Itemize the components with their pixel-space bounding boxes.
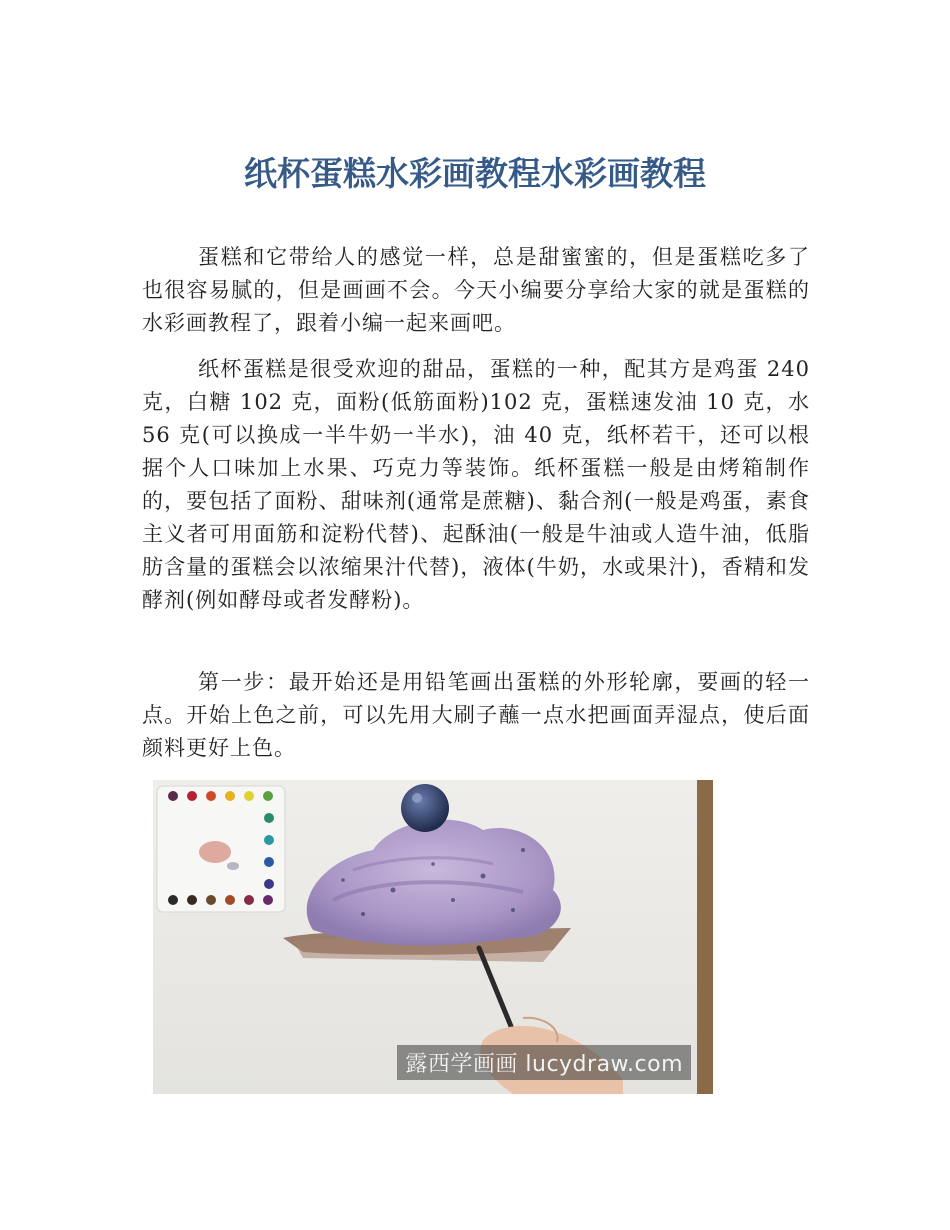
palette-color-dot	[168, 895, 178, 905]
color-palette	[157, 786, 285, 912]
palette-color-dot	[264, 813, 274, 823]
palette-color-dot	[206, 791, 216, 801]
palette-color-dot	[244, 791, 254, 801]
palette-color-dot	[168, 791, 178, 801]
paragraph-recipe: 纸杯蛋糕是很受欢迎的甜品，蛋糕的一种，配其方是鸡蛋 240 克，白糖 102 克，面粉(低筋面粉)102 克，蛋糕速发油 10 克，水 56 克(可以换成一半牛奶一半水)，油 40 克，纸杯若干，还可以根据个人口味加上水果、巧克力等装饰。纸杯蛋糕一般是由烤箱制作的，要包括了面粉、甜味剂(通常是蔗糖)、黏合剂(一般是鸡蛋，素食主义者可用面筋和淀粉代替)、起酥油(一般是牛油或人造牛油，低脂肪含量的蛋糕会以浓缩果汁代替)，液体(牛奶，水或果汁)，香精和发酵剂(例如酵母或者发酵粉)。	[142, 357, 810, 612]
palette-color-dot	[225, 895, 235, 905]
page-title: 纸杯蛋糕水彩画教程水彩画教程	[244, 154, 706, 193]
palette-color-dot	[264, 835, 274, 845]
palette-color-dot	[187, 895, 197, 905]
paragraph-intro: 蛋糕和它带给人的感觉一样，总是甜蜜蜜的，但是蛋糕吃多了也很容易腻的，但是画画不会。今天小编要分享给大家的就是蛋糕的水彩画教程了，跟着小编一起来画吧。	[142, 245, 810, 335]
palette-color-dot	[263, 791, 273, 801]
cupcake-painting-image	[153, 780, 713, 1094]
palette-color-dot	[225, 791, 235, 801]
palette-color-dot	[206, 895, 216, 905]
palette-color-dot	[187, 791, 197, 801]
palette-color-dot	[244, 895, 254, 905]
paragraph-step-one: 第一步：最开始还是用铅笔画出蛋糕的外形轮廓，要画的轻一点。开始上色之前，可以先用大刷子蘸一点水把画面弄湿点，使后面颜料更好上色。	[142, 670, 810, 760]
palette-color-dot	[264, 857, 274, 867]
image-watermark: 露西学画画 lucydraw.com	[397, 1045, 691, 1080]
palette-color-dot	[263, 895, 273, 905]
palette-color-dot	[264, 879, 274, 889]
